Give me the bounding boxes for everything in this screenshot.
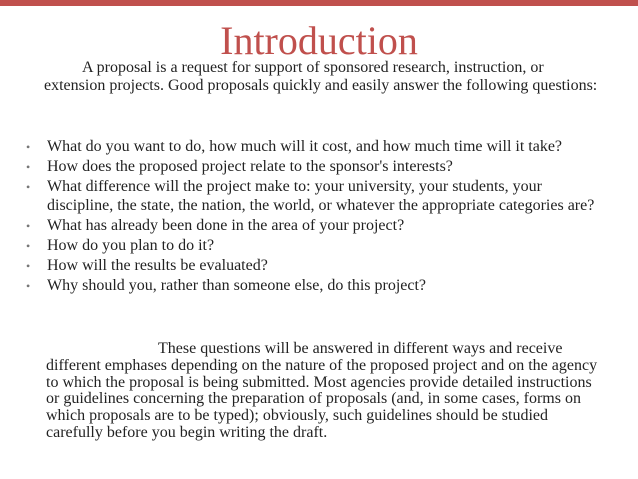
question-list [26,138,606,297]
bullet-icon: • [26,160,31,174]
bullet-icon: • [26,180,31,194]
list-item-text: What do you want to do, how much will it cost, and how much time will it take? [47,138,563,155]
bullet-icon: • [26,258,31,273]
list-item [26,257,606,276]
intro-paragraph [44,59,604,94]
list-item [26,178,606,215]
list-item-text: How do you plan to do it? [47,236,215,254]
intro-paragraph-text: A proposal is a request for support of sponsored research, instruction, or extension projects. Good proposals quickly and easily answer the following questions: [44,59,598,94]
list-item-text: How does the proposed project relate to the sponsor's interests? [47,158,453,175]
top-accent-rule [0,0,638,6]
bullet-icon: • [26,238,31,253]
list-item [26,138,606,157]
slide-title: Introduction [220,18,418,63]
list-item [26,158,606,177]
list-item-text: What has already been done in the area of your project? [47,216,405,234]
list-item-text: How will the results be evaluated? [47,256,268,274]
bullet-icon: • [26,278,31,293]
closing-paragraph-text: These questions will be answered in different ways and receive different emphases depending on the nature of the proposed project and on the agency to which the proposal is being submitted. Most agencies provide detailed instructions or guidelines concerning the preparation of proposals (and, in some cases, forms on which proposals are to be typed); obviously, such guidelines should be studied carefully before you begin writing the draft. [46,340,598,441]
list-item [26,277,606,296]
bullet-icon: • [26,140,31,154]
list-item [26,237,606,256]
bullet-icon: • [26,218,31,233]
list-item-text: Why should you, rather than someone else, do this project? [47,276,427,294]
list-item [26,217,606,236]
list-item-text: What difference will the project make to: your university, your students, your discipline, the state, the nation, the world, or whatever the appropriate categories are? [47,178,595,214]
closing-paragraph [46,341,606,442]
